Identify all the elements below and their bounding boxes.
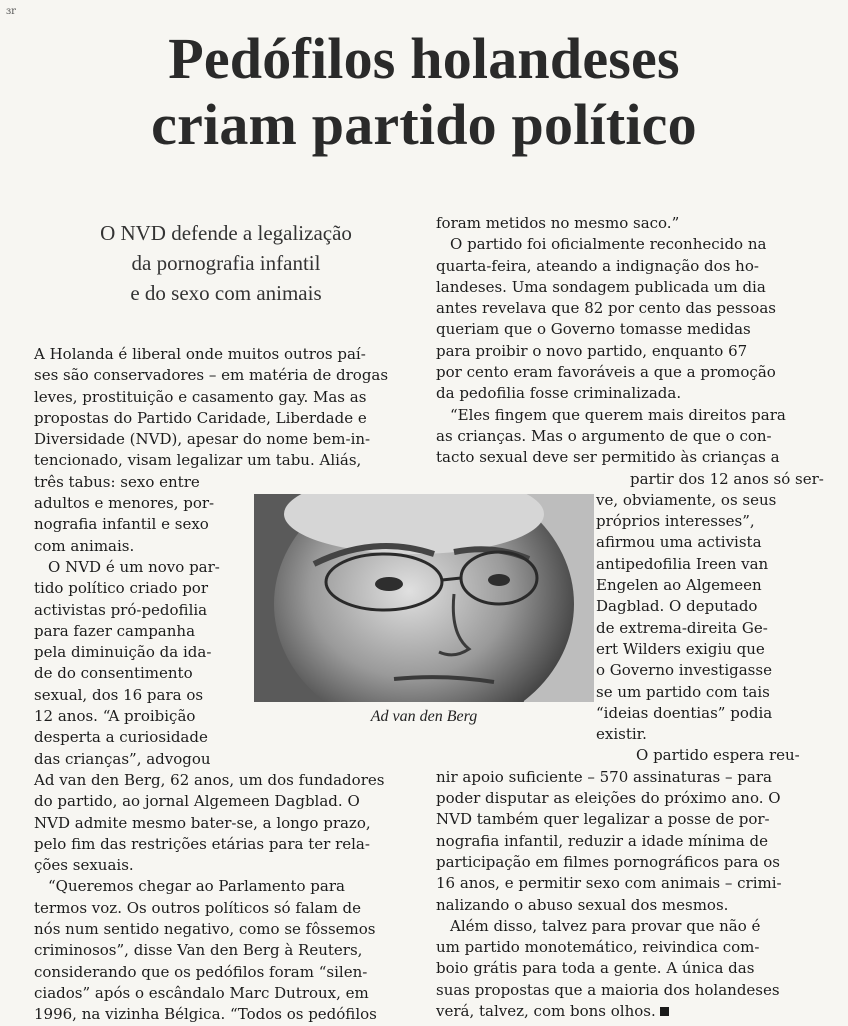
article-line: ses são conservadores – em matéria de drogas [34, 366, 389, 385]
article-line: para fazer campanha [34, 621, 196, 640]
article-line: NVD também quer legalizar a posse de por- [436, 810, 770, 829]
photo-caption: Ad van den Berg [370, 708, 478, 725]
article-line: sexual, dos 16 para os [34, 685, 204, 704]
article-line: de do consentimento [34, 664, 193, 683]
article-line: Além disso, talvez para provar que não é [450, 916, 761, 935]
article-line: Ad van den Berg, 62 anos, um dos fundadores [34, 770, 385, 789]
portrait-photo [254, 494, 594, 702]
article-line: com animais. [34, 536, 135, 555]
article-line: suas propostas que a maioria dos holandeses [436, 980, 780, 999]
article-line: quarta-feira, ateando a indignação dos ho- [436, 256, 759, 275]
article-line: Diversidade (NVD), apesar do nome bem-in- [34, 430, 371, 449]
article-line: nografia infantil, reduzir a idade mínima de [436, 831, 769, 850]
article-line: nós num sentido negativo, como se fôssemos [34, 920, 376, 939]
article-line: “ideias doentias” podia [596, 703, 773, 722]
article-line: leves, prostituição e casamento gay. Mas as [34, 387, 367, 406]
subheadline [36, 218, 416, 308]
article-line: criminosos”, disse Van den Berg à Reuters, [34, 941, 363, 960]
article-line: existir. [596, 725, 647, 744]
article-line: 16 anos, e permitir sexo com animais – crimi- [436, 874, 782, 893]
article-line: O partido foi oficialmente reconhecido na [450, 235, 767, 254]
article-line: das crianças”, advogou [34, 749, 211, 768]
article-line: desperta a curiosidade [34, 728, 208, 747]
headline-line: Pedófilos holandeses [168, 26, 680, 91]
article-line: tido político criado por [34, 579, 208, 598]
portrait-image [254, 494, 594, 702]
subhead-line: e do sexo com animais [130, 281, 322, 305]
article-line: nografia infantil e sexo [34, 515, 209, 534]
article-line: participação em filmes pornográficos para os [436, 852, 780, 871]
article-line: termos voz. Os outros políticos só falam de [34, 898, 362, 917]
article-line: antipedofilia Ireen van [596, 554, 769, 573]
article-line: ciados” após o escândalo Marc Dutroux, em [34, 983, 369, 1002]
article-line: tencionado, visam legalizar um tabu. Aliás, [34, 451, 362, 470]
subhead-line: O NVD defende a legalização [100, 221, 352, 245]
article-line: adultos e menores, por- [34, 494, 215, 513]
subhead-line: da pornografia infantil [131, 251, 321, 275]
article-line: Engelen ao Algemeen [596, 576, 762, 595]
article-line: as crianças. Mas o argumento de que o con- [436, 426, 772, 445]
headline-line: criam partido político [151, 92, 697, 157]
article-line: A Holanda é liberal onde muitos outros paí- [34, 345, 366, 363]
article-line: nir apoio suficiente – 570 assinaturas – para [436, 767, 772, 786]
article-line: “Eles fingem que querem mais direitos para [450, 405, 786, 424]
article-line: antes revelava que 82 por cento das pessoas [436, 299, 776, 318]
article-line: de extrema-direita Ge- [596, 618, 768, 637]
article-line: 12 anos. “A proibição [34, 707, 196, 726]
article-line: O partido espera reu- [636, 746, 800, 765]
article-line: três tabus: sexo entre [34, 472, 200, 491]
article-line: por cento eram favoráveis a que a promoção [436, 363, 776, 382]
article-line: pelo fim das restrições etárias para ter rela- [34, 834, 370, 853]
article-line: pela diminuição da ida- [34, 643, 212, 662]
article-line: ções sexuais. [34, 856, 134, 875]
article-line: verá, talvez, com bons olhos. [436, 1001, 816, 1022]
article-line: foram metidos no mesmo saco.” [436, 214, 680, 232]
article-line: nalizando o abuso sexual dos mesmos. [436, 895, 729, 914]
article-line: da pedofilia fosse criminalizada. [436, 384, 682, 403]
article-line: boio grátis para toda a gente. A única das [436, 959, 755, 978]
article-line: 1996, na vizinha Bélgica. “Todos os pedófilos [34, 1005, 377, 1024]
article-line: do partido, ao jornal Algemeen Dagblad. O [34, 792, 360, 811]
article-line: O NVD é um novo par- [48, 557, 220, 576]
article-line: partir dos 12 anos só ser- [630, 469, 824, 488]
article-line: landeses. Uma sondagem publicada um dia [436, 277, 766, 296]
corner-mark: ɜr [6, 6, 16, 17]
article-line: ert Wilders exigiu que [596, 639, 765, 658]
article-line: afirmou uma activista [596, 533, 762, 552]
article-line: próprios interesses”, [596, 512, 755, 531]
article-line: ve, obviamente, os seus [596, 490, 777, 509]
article-line: propostas do Partido Caridade, Liberdade e [34, 408, 367, 427]
article-line: considerando que os pedófilos foram “silen- [34, 962, 368, 981]
article-line: poder disputar as eleições do próximo ano. O [436, 789, 781, 808]
article-line: para proibir o novo partido, enquanto 67 [436, 341, 748, 360]
article-line: um partido monotemático, reivindica com- [436, 938, 760, 957]
article-line: tacto sexual deve ser permitido às crianças a [436, 448, 780, 467]
article-line: “Queremos chegar ao Parlamento para [48, 877, 345, 896]
article-line: o Governo investigasse [596, 661, 772, 680]
article-line: NVD admite mesmo bater-se, a longo prazo, [34, 813, 371, 832]
article-line: se um partido com tais [596, 682, 770, 701]
end-of-article-icon [660, 1007, 669, 1016]
article-line: queriam que o Governo tomasse medidas [436, 320, 751, 339]
article-line: activistas pró-pedofilia [34, 600, 208, 619]
article-line: Dagblad. O deputado [596, 597, 758, 616]
headline [20, 26, 828, 158]
